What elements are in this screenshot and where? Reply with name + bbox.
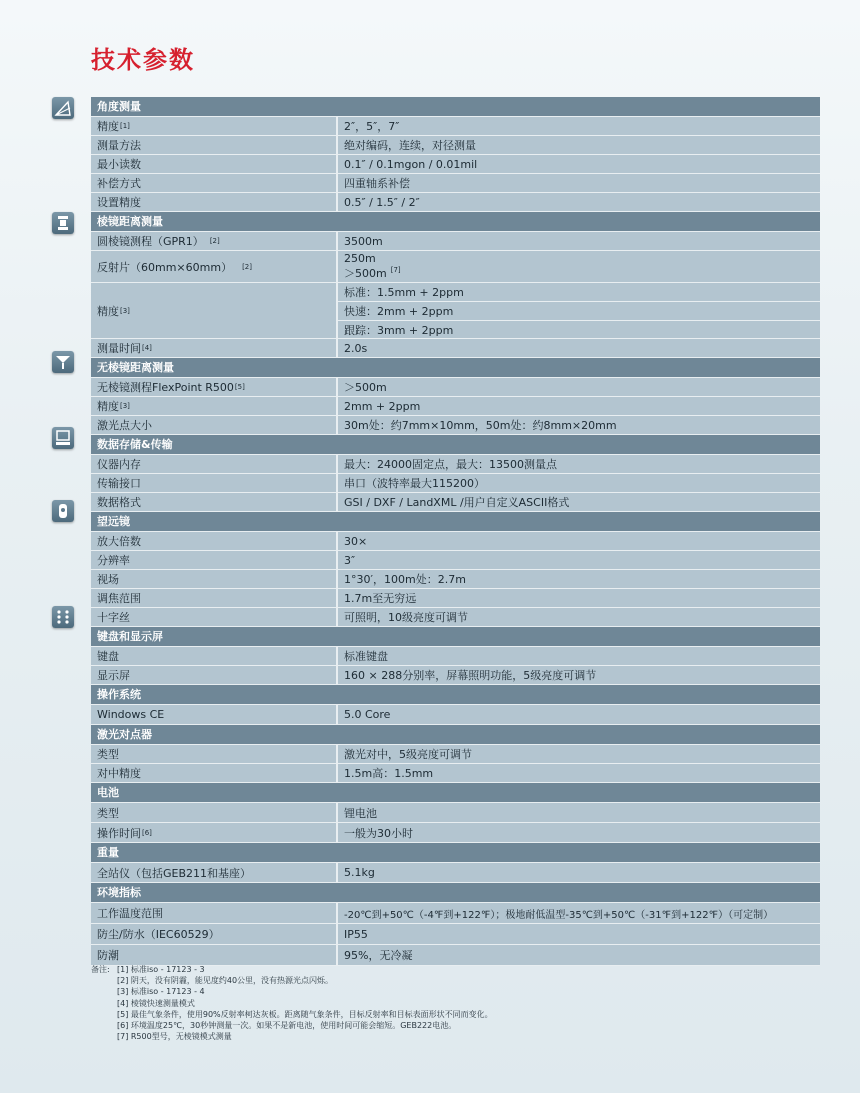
row-value: 250m ＞500m [7] — [338, 251, 820, 282]
section-header-angle: 角度测量 — [91, 97, 820, 117]
table-row — [91, 803, 820, 823]
reflectorless-icon — [52, 351, 74, 373]
table-row — [91, 455, 820, 474]
angle-icon — [52, 97, 74, 119]
section-header-keyboard: 键盘和显示屏 — [91, 627, 820, 647]
row-value: 2″，5″，7″ — [338, 117, 820, 135]
row-label: 操作时间 [6] — [91, 823, 338, 842]
table-row — [91, 251, 820, 283]
row-value: 可照明，10级亮度可调节 — [338, 608, 820, 626]
table-row — [91, 136, 820, 155]
row-value: 四重轴系补偿 — [338, 174, 820, 192]
footnote: 备注: [1] 标准iso - 17123 - 3 — [91, 965, 205, 974]
row-value: 2mm + 2ppm — [338, 397, 820, 415]
telescope-icon — [52, 500, 74, 522]
table-row — [91, 493, 820, 512]
table-row — [91, 174, 820, 193]
row-label: 防潮 — [91, 945, 338, 965]
section-header-weight: 重量 — [91, 843, 820, 863]
row-value: 3″ — [338, 551, 820, 569]
table-row — [91, 397, 820, 416]
table-row — [91, 117, 820, 136]
footnote: [6] 环境温度25℃，30秒钟测量一次。如果不是新电池，使用时间可能会缩短。GEB222电池。 — [117, 1021, 457, 1031]
row-label: 防尘/防水（IEC60529） — [91, 924, 338, 944]
table-row — [91, 764, 820, 783]
prism-icon — [52, 212, 74, 234]
row-label: 设置精度 — [91, 193, 338, 211]
row-label: 补偿方式 — [91, 174, 338, 192]
table-row — [91, 416, 820, 435]
row-value: 3500m — [338, 232, 820, 250]
row-label: 放大倍数 — [91, 532, 338, 550]
table-row — [91, 532, 820, 551]
row-value: 1.5m高：1.5mm — [338, 764, 820, 782]
row-label: 对中精度 — [91, 764, 338, 782]
row-value: 标准键盘 — [338, 647, 820, 665]
table-row — [91, 745, 820, 764]
row-label: 类型 — [91, 803, 338, 822]
row-label: 激光点大小 — [91, 416, 338, 434]
footnote: [5] 最佳气象条件，使用90%反射率柯达灰板。距离随气象条件，目标反射率和目标表面形状不同而变化。 — [117, 1009, 493, 1019]
row-label: 精度 [3] — [91, 283, 338, 338]
row-value: 激光对中，5级亮度可调节 — [338, 745, 820, 763]
section-header-telescope: 望远镜 — [91, 512, 820, 532]
table-row — [91, 570, 820, 589]
row-label: 最小读数 — [91, 155, 338, 173]
table-row — [91, 193, 820, 212]
table-row — [91, 823, 820, 843]
row-value: 5.1kg — [338, 863, 820, 882]
row-label: 圆棱镜测程（GPR1） [2] — [91, 232, 338, 250]
table-row — [91, 232, 820, 251]
section-header-env: 环境指标 — [91, 883, 820, 903]
section-header-plummet: 激光对点器 — [91, 725, 820, 745]
table-row — [91, 551, 820, 570]
page-title: 技术参数 — [91, 46, 195, 74]
row-value: 1°30′，100m处：2.7m — [338, 570, 820, 588]
row-value: ＞500m — [338, 378, 820, 396]
row-value: 锂电池 — [338, 803, 820, 822]
row-label: 分辨率 — [91, 551, 338, 569]
table-row — [91, 863, 820, 883]
row-value: 串口（波特率最大115200） — [338, 474, 820, 492]
table-row — [91, 647, 820, 666]
table-row — [91, 945, 820, 966]
row-value: 0.5″ / 1.5″ / 2″ — [338, 193, 820, 211]
row-label: 十字丝 — [91, 608, 338, 626]
row-label: 显示屏 — [91, 666, 338, 684]
row-value: 绝对编码，连续，对径测量 — [338, 136, 820, 154]
section-header-data: 数据存储&传输 — [91, 435, 820, 455]
table-row — [91, 589, 820, 608]
spec-table — [91, 97, 820, 966]
footnote: [2] 阴天，没有阴霾，能见度约40公里，没有热源光点闪烁。 — [117, 976, 334, 986]
row-label: 无棱镜测程FlexPoint R500 [5] — [91, 378, 338, 396]
row-label: Windows CE — [91, 705, 338, 724]
row-label: 精度 [3] — [91, 397, 338, 415]
row-value: 30× — [338, 532, 820, 550]
row-value: 1.7m至无穷远 — [338, 589, 820, 607]
row-label: 键盘 — [91, 647, 338, 665]
table-row — [91, 924, 820, 945]
row-value: 30m处：约7mm×10mm，50m处：约8mm×20mm — [338, 416, 820, 434]
table-row — [91, 474, 820, 493]
section-header-reflectorless: 无棱镜距离测量 — [91, 358, 820, 378]
footnote: [7] R500型号，无棱镜模式测量 — [117, 1032, 232, 1042]
row-label: 类型 — [91, 745, 338, 763]
data-icon — [52, 427, 74, 449]
table-row — [91, 705, 820, 725]
row-label: 视场 — [91, 570, 338, 588]
table-row — [91, 155, 820, 174]
row-value: GSI / DXF / LandXML /用户自定义ASCII格式 — [338, 493, 820, 511]
row-label: 数据格式 — [91, 493, 338, 511]
row-value: 160 × 288分别率，屏幕照明功能，5级亮度可调节 — [338, 666, 820, 684]
row-value: 一般为30小时 — [338, 823, 820, 842]
section-header-prism: 棱镜距离测量 — [91, 212, 820, 232]
section-header-battery: 电池 — [91, 783, 820, 803]
table-row — [91, 283, 820, 339]
row-value: 标准：1.5mm + 2ppm 快速：2mm + 2ppm 跟踪：3mm + 2ppm — [338, 283, 820, 338]
row-label: 测量时间 [4] — [91, 339, 338, 357]
row-label: 调焦范围 — [91, 589, 338, 607]
row-value: IP55 — [338, 924, 820, 944]
row-label: 仪器内存 — [91, 455, 338, 473]
footnote: [4] 棱镜快速测量模式 — [117, 998, 195, 1008]
row-label: 精度 [1] — [91, 117, 338, 135]
row-label: 全站仪（包括GEB211和基座） — [91, 863, 338, 882]
section-header-os: 操作系统 — [91, 685, 820, 705]
row-value: 95%，无冷凝 — [338, 945, 820, 965]
footnotes — [91, 964, 493, 1042]
row-value: 2.0s — [338, 339, 820, 357]
row-value: 5.0 Core — [338, 705, 820, 724]
row-value: 最大：24000固定点，最大：13500测量点 — [338, 455, 820, 473]
keyboard-icon — [52, 606, 74, 628]
table-row — [91, 378, 820, 397]
row-label: 传输接口 — [91, 474, 338, 492]
table-row — [91, 903, 820, 924]
row-label: 反射片（60mm×60mm） [2] — [91, 251, 338, 282]
table-row — [91, 339, 820, 358]
row-label: 测量方法 — [91, 136, 338, 154]
table-row — [91, 666, 820, 685]
row-label: 工作温度范围 — [91, 903, 338, 923]
footnote: [3] 标准iso - 17123 - 4 — [117, 987, 205, 997]
table-row — [91, 608, 820, 627]
row-value: 0.1″ / 0.1mgon / 0.01mil — [338, 155, 820, 173]
row-value: -20℃到+50℃（-4℉到+122℉）；极地耐低温型-35℃到+50℃（-31℉到+122℉）（可定制） — [338, 903, 820, 923]
